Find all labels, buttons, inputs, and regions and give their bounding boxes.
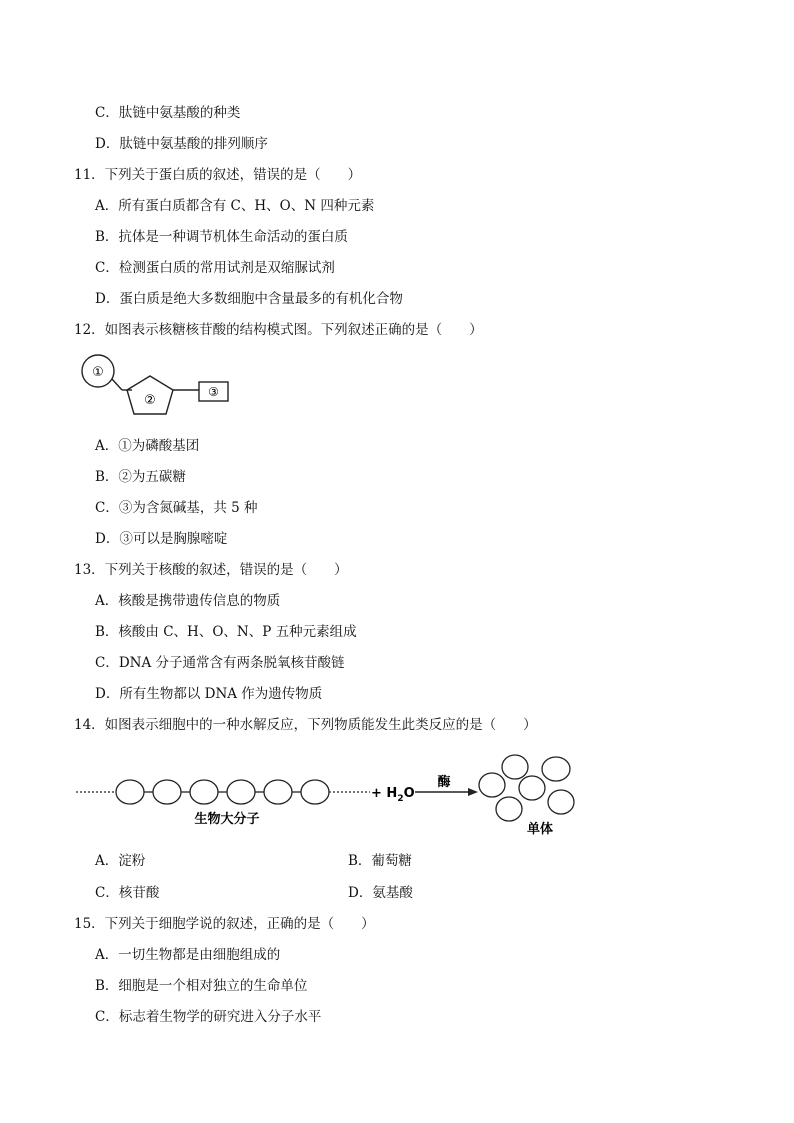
monomer	[496, 797, 522, 821]
q11-option-a: A．所有蛋白质都含有 C、H、O、N 四种元素	[95, 198, 375, 214]
q14-option-b: B．葡萄糖	[348, 853, 412, 869]
label-1: ①	[92, 365, 104, 380]
q12-option-d: D．③可以是胸腺嘧啶	[95, 531, 228, 547]
q11-option-c: C．检测蛋白质的常用试剂是双缩脲试剂	[95, 260, 335, 276]
monomer	[479, 773, 505, 797]
q10-option-d: D．肽链中氨基酸的排列顺序	[95, 136, 268, 152]
q11-option-b: B．抗体是一种调节机体生命活动的蛋白质	[95, 229, 348, 245]
monomer	[548, 790, 574, 814]
q13-stem: 13．下列关于核酸的叙述，错误的是（ ）	[74, 562, 348, 578]
q13-option-a: A．核酸是携带遗传信息的物质	[95, 593, 281, 609]
q11-stem: 11．下列关于蛋白质的叙述，错误的是（ ）	[74, 167, 362, 183]
label-2: ②	[144, 393, 156, 408]
q15-stem: 15．下列关于细胞学说的叙述，正确的是（ ）	[74, 916, 375, 932]
chain-unit	[227, 780, 255, 804]
nucleotide-diagram	[78, 352, 238, 418]
hydrolysis-diagram	[72, 748, 592, 840]
chain-unit	[301, 780, 329, 804]
q15-option-a: A．一切生物都是由细胞组成的	[95, 947, 281, 963]
enzyme-label: 酶	[437, 775, 451, 790]
q15-option-c: C．标志着生物学的研究进入分子水平	[95, 1009, 322, 1025]
free-monomers	[479, 755, 574, 821]
q13-option-b: B．核酸由 C、H、O、N、P 五种元素组成	[95, 624, 357, 640]
q14-stem: 14．如图表示细胞中的一种水解反应，下列物质能发生此类反应的是（ ）	[74, 717, 537, 733]
q14-option-c: C．核苷酸	[95, 885, 160, 901]
q14-option-d: D．氨基酸	[348, 885, 413, 901]
q13-option-d: D．所有生物都以 DNA 作为遗传物质	[95, 686, 323, 702]
macromolecule-label: 生物大分子	[194, 812, 260, 827]
monomer-chain	[116, 780, 329, 804]
q12-option-b: B．②为五碳糖	[95, 469, 186, 485]
chain-unit	[264, 780, 292, 804]
q10-option-c: C．肽链中氨基酸的种类	[95, 105, 241, 121]
q12-stem: 12．如图表示核糖核苷酸的结构模式图。下列叙述正确的是（ ）	[74, 322, 483, 338]
monomer	[502, 755, 528, 779]
q12-option-c: C．③为含氮碱基，共 5 种	[95, 500, 258, 516]
water-label: + $H_2O$	[371, 786, 415, 804]
label-3: ③	[208, 385, 219, 399]
q14-option-a: A．淀粉	[95, 853, 146, 869]
q11-option-d: D．蛋白质是绝大多数细胞中含量最多的有机化合物	[95, 291, 403, 307]
q13-option-c: C．DNA 分子通常含有两条脱氧核苷酸链	[95, 655, 345, 671]
chain-unit	[153, 780, 181, 804]
monomer	[519, 776, 545, 800]
q12-option-a: A．①为磷酸基团	[95, 438, 200, 454]
monomer-label: 单体	[526, 822, 554, 837]
chain-unit	[190, 780, 218, 804]
q15-option-b: B．细胞是一个相对独立的生命单位	[95, 978, 308, 994]
monomer	[542, 757, 570, 781]
chain-unit	[116, 780, 144, 804]
